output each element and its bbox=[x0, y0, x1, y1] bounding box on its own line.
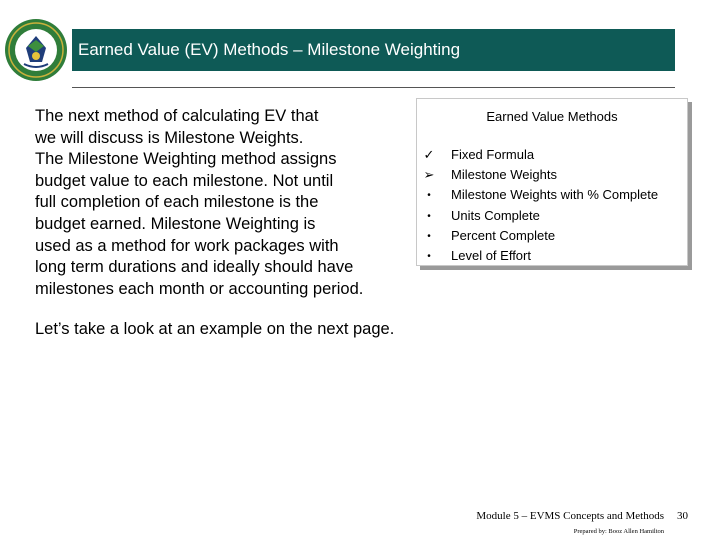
methods-box-title: Earned Value Methods bbox=[486, 109, 618, 124]
footer-prepared-by: Prepared by: Booz Allen Hamilton bbox=[573, 528, 664, 535]
closing-sentence: Let’s take a look at an example on the next page. bbox=[35, 320, 395, 338]
method-label: Units Complete bbox=[451, 207, 540, 223]
paragraph-line: budget earned. Milestone Weighting is bbox=[35, 214, 316, 233]
paragraph-line: budget value to each milestone. Not until bbox=[35, 171, 334, 190]
title-bar bbox=[72, 29, 675, 71]
bullet-icon: • bbox=[427, 190, 431, 202]
bullet-icon: • bbox=[427, 250, 431, 262]
body-paragraph bbox=[35, 106, 415, 300]
method-item bbox=[417, 228, 687, 248]
method-label: Level of Effort bbox=[451, 247, 531, 263]
method-item bbox=[417, 147, 687, 167]
methods-box bbox=[416, 98, 688, 266]
paragraph-line: full completion of each milestone is the bbox=[35, 193, 319, 212]
paragraph-line: long term durations and ideally should have bbox=[35, 258, 354, 277]
method-item bbox=[417, 167, 687, 187]
page-number: 30 bbox=[677, 510, 688, 522]
method-item bbox=[417, 248, 687, 268]
methods-list bbox=[417, 147, 687, 268]
department-of-energy-seal-icon bbox=[4, 18, 68, 82]
checkmark-icon: ✓ bbox=[423, 147, 435, 162]
page-title: Earned Value (EV) Methods – Milestone Weighting bbox=[78, 40, 461, 59]
paragraph-line: The Milestone Weighting method assigns bbox=[35, 150, 337, 169]
footer-module: Module 5 – EVMS Concepts and Methods bbox=[476, 510, 664, 522]
method-item bbox=[417, 208, 687, 228]
paragraph-line: used as a method for work packages with bbox=[35, 236, 339, 255]
method-label: Milestone Weights with % Complete bbox=[451, 187, 659, 203]
method-label: Fixed Formula bbox=[451, 147, 535, 162]
arrow-bullet-icon: ➢ bbox=[423, 167, 435, 183]
method-label: Percent Complete bbox=[451, 227, 556, 243]
bullet-icon: • bbox=[427, 230, 431, 242]
header-divider bbox=[72, 87, 675, 88]
method-item bbox=[417, 187, 687, 207]
paragraph-line: we will discuss is Milestone Weights. bbox=[35, 128, 304, 147]
method-label: Milestone Weights bbox=[451, 167, 557, 183]
bullet-icon: • bbox=[427, 210, 431, 222]
paragraph-line: milestones each month or accounting period. bbox=[35, 279, 364, 298]
paragraph-line: The next method of calculating EV that bbox=[35, 107, 319, 125]
